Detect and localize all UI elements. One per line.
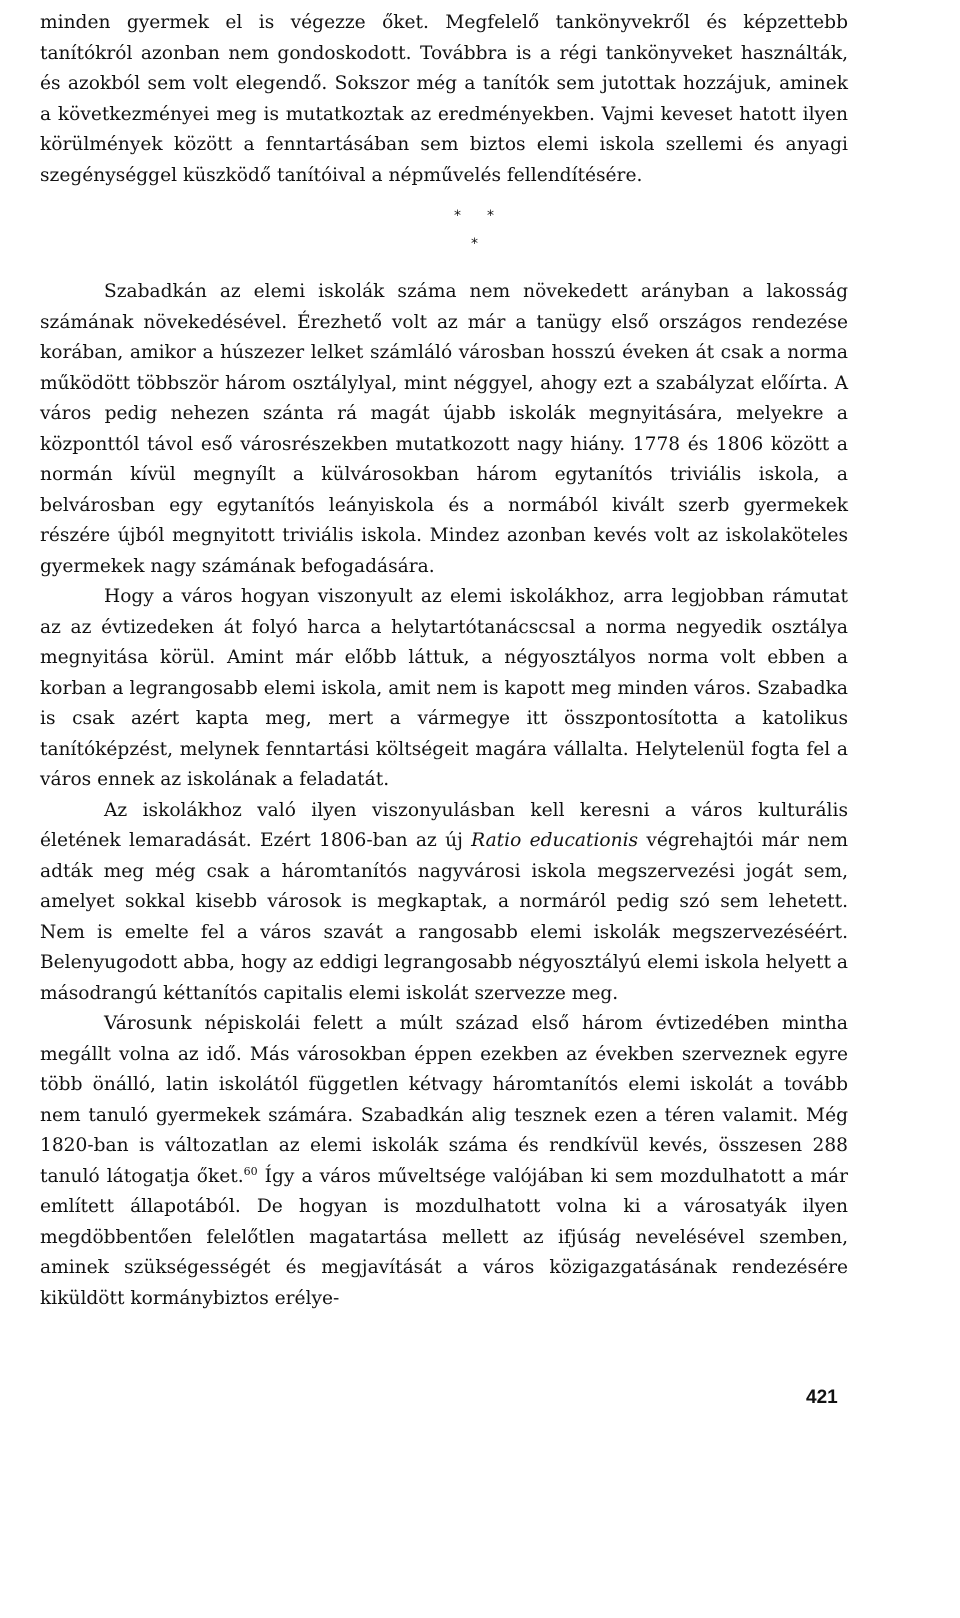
page-number: 421 [806,1387,838,1408]
section-separator [40,191,848,277]
paragraph-3: Hogy a város hogyan viszonyult az elemi iskolákhoz, arra legjobban rámutat az az évtizedeken át folyó harca a helytartótanácscsal a norma negyedik osztálya megnyitása körül. Amint már előbb láttuk, a négyosztályos norma volt ebben a korban a legrangosabb elemi iskola, amit nem is kapott meg minden város. Szabadka is csak azért kapta meg, mert a vármegye itt összpontosította a katolikus tanítóképzést, melynek fenntartási költségeit magára vállalta. Helytelenül fogta fel a város ennek az iskolának a feladatát. [40,586,848,790]
paragraph-5-text-end: Így a város műveltsége valójában ki sem mozdulhatott a már említett állapotából. De hogyan is mozdulhatott volna ki a városatyák ilyen megdöbbentően felelőtlen magatartása mellett az ifjúság nevelésével szemben, aminek szükségességét és megjavítását a város közigazgatásának rendezésére kiküldött kormánybiztos erélye- [40,1165,848,1309]
paragraph-2: Szabadkán az elemi iskolák száma nem növekedett arányban a lakosság számának növekedésével. Érezhető volt az már a tanügy első országos rendezése korában, amikor a húszezer lelket számláló városban hosszú éveken át csak a norma működött többször három osztálylyal, mint néggyel, ahogy ezt a szabályzat előírta. A város pedig nehezen szánta rá magát újabb iskolák megnyitására, melyekre a központtól távol eső városrészekben mutatkozott nagy hiány. 1778 és 1806 között a normán kívül megnyílt a külvárosokban három egytanítós triviális iskola, a belvárosban egy egytanítós leányiskola és a normából kivált szerb gyermekek részére újból megnyitott triviális iskola. Mindez azonban kevés volt az iskolaköteles gyermekek nagy számának befogadására. [40,281,848,577]
paragraph-1: minden gyermek el is végezze őket. Megfelelő tankönyvekről és képzettebb tanítókról azonban nem gondoskodott. Továbbra is a régi tankönyveket használták, és azokból sem volt elegendő. Sokszor még a tanítók sem jutottak hozzájuk, aminek a következményei meg is mutatkoztak az eredményekben. Vajmi keveset hatott ilyen körülmények között a fenntartásában sem biztos elemi iskola szellemi és anyagi szegénységgel küszködő tanítóival a népművelés fellendítésére. [40,12,848,186]
separator-star: * [471,236,478,252]
paragraph-4-text-end: végrehajtói már nem adták meg még csak a háromtanítós nagyvárosi iskola megszervezési jogát sem, amelyet sokkal kisebb városok is megkaptak, a normáról pedig szó sem lehetett. Nem is emelte fel a város szavát a rangosabb elemi iskolák megszervezéséért. Belenyugodott abba, hogy az eddigi legrangosabb négyosztályú elemi iskola helyett a másodrangú kéttanítós capitalis elemi iskolát szervezze meg. [40,830,848,1004]
paragraph-4 [40,796,848,1010]
separator-star: * [454,208,461,224]
paragraph-5-text-start: Városunk népiskolái felett a múlt század első három évtizedében mintha megállt volna az idő. Más városokban éppen ezekben az években szerveznek egyre több önálló, latin iskolától független kétvagy háromtanítós elemi iskolát a tovább nem tanuló gyermekek számára. Szabadkán alig tesznek ezen a téren valamit. Még 1820-ban is változatlan az elemi iskolák száma és rendkívül kevés, összesen 288 tanuló látogatja őket. [40,1013,848,1187]
paragraph-4-text-start: Az iskolákhoz való ilyen viszonyulásban kell keresni a város kulturális életének lemaradását. Ezért 1806-ban az új [40,799,848,851]
separator-star: * [487,208,494,224]
footnote-reference: 60 [243,1164,258,1178]
paragraph-4-italic-title: Ratio educationis [471,830,639,851]
paragraph-5 [40,1009,848,1314]
